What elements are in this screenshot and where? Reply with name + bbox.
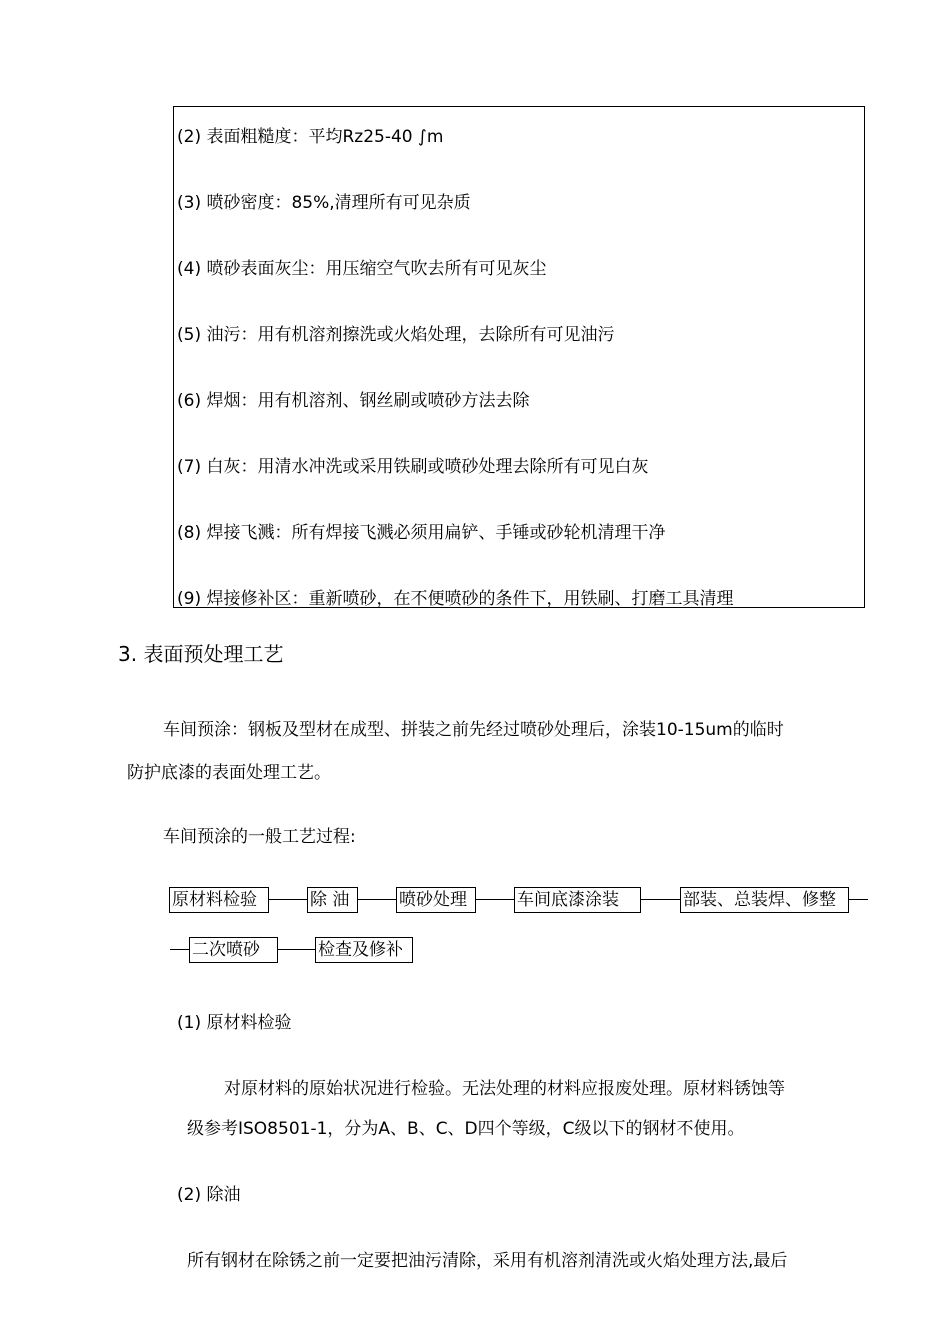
requirement-item: (5) 油污：用有机溶剂擦洗或火焰处理，去除所有可见油污 [177,325,615,345]
body-text-line: 级参考ISO8501-1，分为A、B、C、D四个等级，C级以下的钢材不使用。 [187,1119,745,1139]
flow-step: 二次喷砂 [189,937,278,963]
requirement-item: (4) 喷砂表面灰尘：用压缩空气吹去所有可见灰尘 [177,259,547,279]
flow-connector [476,899,514,900]
requirement-item: (2) 表面粗糙度：平均Rz25-40 ∫m [177,127,444,147]
subsection-title: (1) 原材料检验 [177,1013,292,1033]
flow-connector [269,899,307,900]
intro-paragraph-line: 防护底漆的表面处理工艺。 [127,763,331,783]
flow-step: 除 油 [307,887,358,913]
intro-paragraph-line: 车间预涂：钢板及型材在成型、拼装之前先经过喷砂处理后，涂装10-15um的临时 [163,720,784,740]
flow-step: 原材料检验 [169,887,269,913]
flow-connector [170,949,189,950]
flow-connector [641,899,680,900]
body-text-line: 所有钢材在除锈之前一定要把油污清除，采用有机溶剂清洗或火焰处理方法,最后 [187,1251,788,1271]
subsection-title: (2) 除油 [177,1185,241,1205]
flow-step: 部装、总装焊、修整 [680,887,849,913]
flow-step: 车间底漆涂装 [514,887,641,913]
requirement-item: (9) 焊接修补区：重新喷砂，在不便喷砂的条件下，用铁刷、打磨工具清理 [177,589,734,609]
flow-connector [358,899,396,900]
requirement-item: (6) 焊烟：用有机溶剂、钢丝刷或喷砂方法去除 [177,391,530,411]
flow-connector [849,899,868,900]
requirement-item: (7) 白灰：用清水冲洗或采用铁刷或喷砂处理去除所有可见白灰 [177,457,649,477]
flow-step: 检查及修补 [315,937,413,963]
flow-connector [278,949,315,950]
process-intro: 车间预涂的一般工艺过程: [163,827,356,847]
body-text-line: 对原材料的原始状况进行检验。无法处理的材料应报废处理。原材料锈蚀等 [224,1079,785,1099]
requirement-item: (8) 焊接飞溅：所有焊接飞溅必须用扁铲、手锤或砂轮机清理干净 [177,523,666,543]
flow-step: 喷砂处理 [396,887,476,913]
requirement-item: (3) 喷砂密度：85%,清理所有可见杂质 [177,193,471,213]
section-heading: 3. 表面预处理工艺 [118,642,284,666]
